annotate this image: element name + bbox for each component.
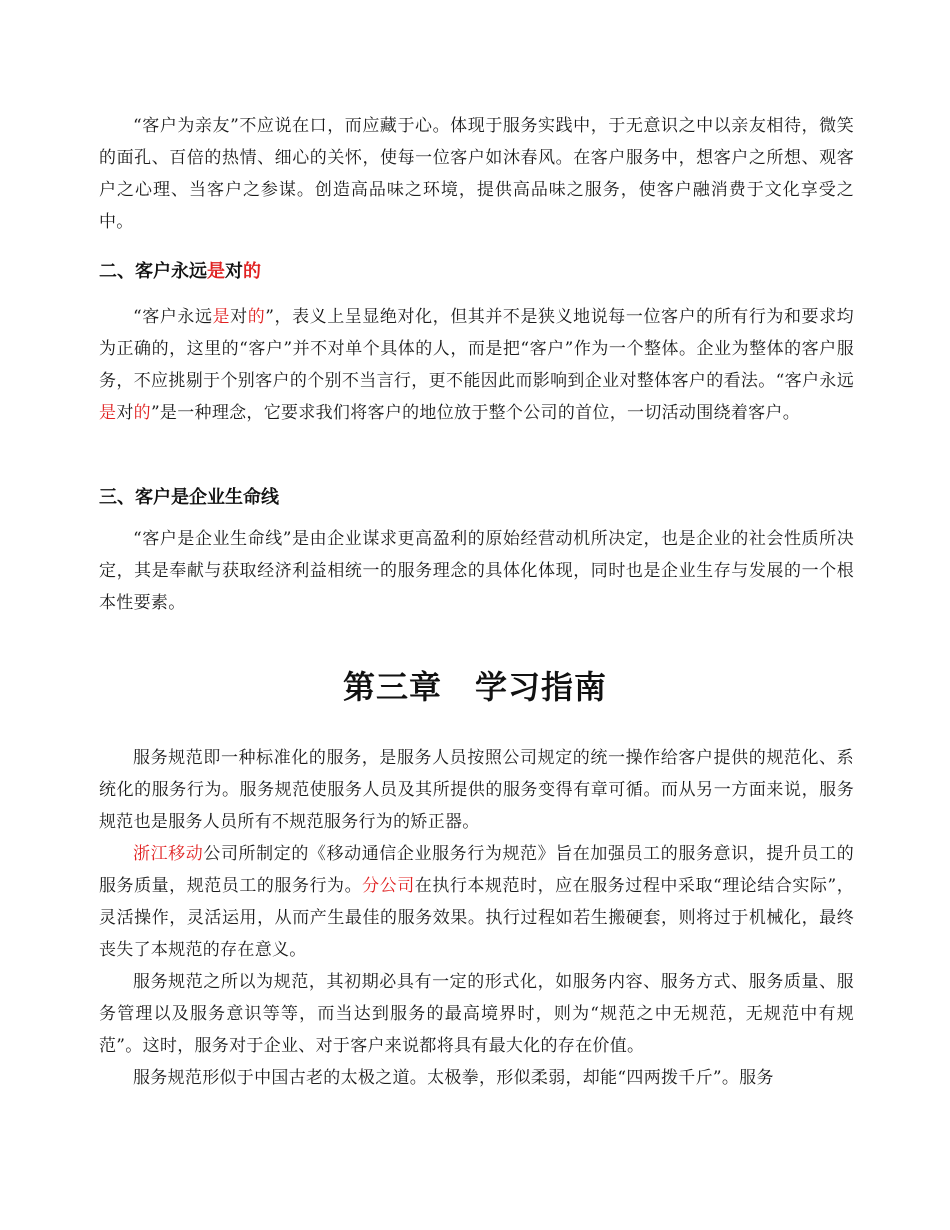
- heading-text-dui: 对: [225, 261, 243, 282]
- text-run: 对: [230, 307, 248, 327]
- heading-customer-always-right: [99, 257, 261, 287]
- highlight-company: 浙江移动: [133, 844, 204, 864]
- paragraph-service-standard-intro: 服务规范即一种标准化的服务，是服务人员按照公司规定的统一操作给客户提供的规范化、系统化的服务行为。服务规范使服务人员及其所提供的服务变得有章可循。而从另一方面来说，服务规范也是服务人员所有不规范服务行为的矫正器。: [99, 748, 854, 832]
- paragraph-taiji: 服务规范形似于中国古老的太极之道。太极拳，形似柔弱，却能“四两拨千斤”。服务: [133, 1068, 774, 1088]
- paragraph-customer-as-friend: “客户为亲友”不应说在口，而应藏于心。体现于服务实践中，于无意识之中以亲友相待，微笑的面孔、百倍的热情、细心的关怀，使每一位客户如沐春风。在客户服务中，想客户之所想、观客户之心理、当客户之参谋。创造高品味之环境，提供高品味之服务，使客户融消费于文化享受之中。: [99, 116, 854, 232]
- highlight-shi: 是: [212, 307, 231, 327]
- heading-customer-lifeline: 三、客户是企业生命线: [99, 487, 279, 508]
- heading-highlight-de: 的: [243, 261, 261, 282]
- highlight-branch: 分公司: [362, 876, 415, 896]
- highlight-de: 的: [247, 307, 266, 327]
- text-run: 在执行本规范时，应在服务过程中采取“理论结合实际”，灵活操作，灵活运用，从而产生最佳的服务效果。执行过程如若生搬硬套，则将过于机械化，最终丧失了本规范的存在意义。: [99, 876, 855, 960]
- heading-text: 二、客户永远: [99, 261, 207, 282]
- highlight-de: 的: [133, 403, 151, 423]
- text-run: ”是一种理念，它要求我们将客户的地位放于整个公司的首位，一切活动围绕着客户。: [150, 403, 801, 423]
- chapter-title: 第三章 学习指南: [342, 668, 607, 706]
- paragraph-zhejiang-mobile: [99, 838, 854, 966]
- highlight-shi: 是: [99, 403, 117, 423]
- paragraph-customer-lifeline: “客户是企业生命线”是由企业谋求更高盈利的原始经营动机所决定，也是企业的社会性质所决定，其是奉献与获取经济利益相统一的服务理念的具体化体现，同时也是企业生存与发展的一个根本性要素。: [99, 529, 854, 613]
- paragraph-customer-always-right: [99, 301, 854, 429]
- heading-highlight-shi: 是: [207, 261, 225, 282]
- text-run: 公司所制定的《移动通信企业服务行为规范》旨在加强员工的服务意识，提升员工的服务质量，规范员工的服务行为。: [99, 844, 854, 896]
- text-run: 对: [116, 403, 134, 423]
- paragraph-standard-formalization: 服务规范之所以为规范，其初期必具有一定的形式化，如服务内容、服务方式、服务质量、服务管理以及服务意识等等，而当达到服务的最高境界时，则为“规范之中无规范，无规范中有规范”。这时，服务对于企业、对于客户来说都将具有最大化的存在价值。: [99, 972, 854, 1056]
- text-run: “客户永远: [133, 307, 213, 327]
- text-run: ”，表义上呈显绝对化，但其并不是狭义地说每一位客户的所有行为和要求均为正确的，这里的“客户”并不对单个具体的人，而是把“客户”作为一个整体。企业为整体的客户服务，不应挑剔于个别客户的个别不当言行，更不能因此而影响到企业对整体客户的看法。“客户永远: [99, 307, 854, 391]
